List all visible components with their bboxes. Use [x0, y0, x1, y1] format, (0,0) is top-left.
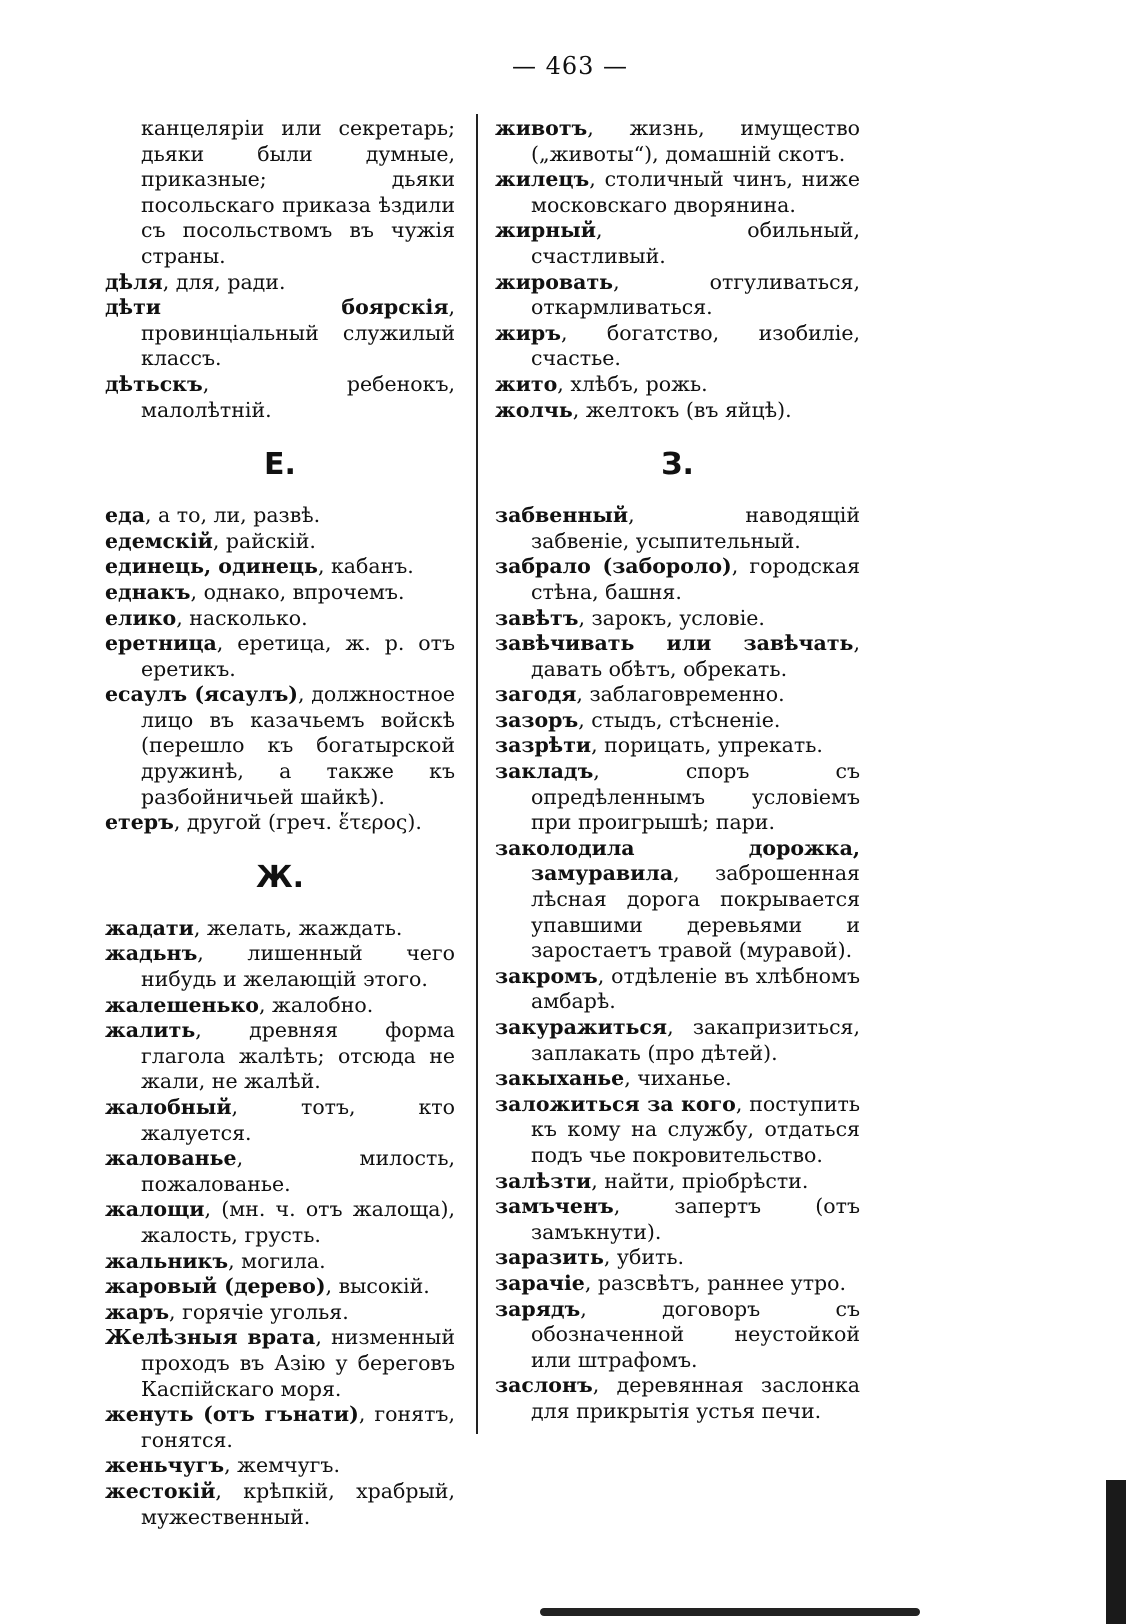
- dictionary-entry: [495, 1194, 860, 1245]
- dictionary-entry: [105, 916, 455, 942]
- dictionary-entry: [105, 682, 455, 810]
- dictionary-entry: [495, 733, 860, 759]
- dictionary-entry: [105, 270, 455, 296]
- entries-top-left: [105, 270, 455, 424]
- dictionary-entry: [105, 1146, 455, 1197]
- entry-definition: , наводящій забвеніе, усыпительный.: [531, 503, 860, 553]
- dictionary-entry: [105, 554, 455, 580]
- dictionary-entry: [495, 167, 860, 218]
- entry-headword: жестокій: [105, 1478, 216, 1503]
- entry-headword: жировать: [495, 269, 614, 294]
- entry-definition: , стыдъ, стѣсненіе.: [578, 707, 781, 732]
- dictionary-entry: [495, 759, 860, 836]
- column-divider: [476, 114, 478, 1434]
- entry-definition: , гонятъ, гонятся.: [141, 1402, 455, 1452]
- entry-definition: , древняя форма глагола жалѣть; отсюда не жали, не жалѣй.: [141, 1018, 455, 1094]
- entry-definition: , давать обѣтъ, обрекать.: [531, 631, 860, 681]
- entry-definition: , однако, впрочемъ.: [190, 579, 405, 604]
- entry-headword: есаулъ (ясаулъ): [105, 682, 299, 707]
- entry-headword: жаръ: [105, 1299, 170, 1324]
- entry-headword: жолчь: [495, 397, 573, 422]
- scan-edge-mark: [1106, 1480, 1126, 1624]
- entries-z: [495, 503, 860, 1424]
- dictionary-entry: [105, 1274, 455, 1300]
- dictionary-entry: [495, 1092, 860, 1169]
- dictionary-entry: [105, 295, 455, 372]
- dictionary-entry: [495, 554, 860, 605]
- entry-definition: , обильный, счастливый.: [531, 218, 860, 268]
- entry-definition: , чиханье.: [624, 1066, 732, 1091]
- entry-headword: женьчугъ: [105, 1453, 225, 1478]
- entry-headword: заколодила дорожка, замуравила: [495, 835, 860, 886]
- dictionary-entry: [105, 941, 455, 992]
- dictionary-entry: [495, 1169, 860, 1195]
- dictionary-entry: [105, 1249, 455, 1275]
- dictionary-entry: [495, 836, 860, 964]
- entry-definition: , милость, пожалованье.: [141, 1146, 455, 1196]
- dictionary-entry: [495, 1015, 860, 1066]
- entry-headword: единець, одинець: [105, 554, 318, 579]
- dictionary-entry: [105, 1095, 455, 1146]
- page-number: — 463 —: [511, 52, 629, 80]
- entry-definition: , райскій.: [212, 528, 316, 553]
- entry-headword: дѣтьскъ: [105, 371, 203, 396]
- entry-definition: , насколько.: [176, 605, 308, 630]
- entry-definition: , деревянная заслонка для прикрытія устья печи.: [531, 1373, 860, 1423]
- right-column: [495, 116, 860, 1425]
- entry-definition: , жемчугъ.: [224, 1453, 340, 1478]
- entries-zh: [105, 916, 455, 1530]
- entry-headword: дѣти боярскія: [105, 295, 449, 320]
- dictionary-entry: [105, 606, 455, 632]
- entry-definition: , провинціальный служилый классъ.: [141, 295, 455, 371]
- entry-headword: завѣчивать или завѣчать: [495, 631, 854, 656]
- entry-definition: , закапризиться, заплакать (про дѣтей).: [531, 1015, 860, 1065]
- dictionary-entry: [105, 503, 455, 529]
- entry-headword: зарядъ: [495, 1296, 581, 1321]
- dictionary-entry: [105, 1197, 455, 1248]
- dictionary-entry: [105, 631, 455, 682]
- entry-headword: етеръ: [105, 810, 174, 835]
- entry-headword: жалить: [105, 1018, 196, 1043]
- dictionary-entry: [495, 1245, 860, 1271]
- entry-headword: заразить: [495, 1245, 604, 1270]
- entry-definition: , ребенокъ, малолѣтній.: [141, 371, 455, 422]
- entry-headword: залѣзти: [495, 1168, 592, 1193]
- letter-heading-e: Е.: [264, 447, 296, 483]
- entry-headword: жальникъ: [105, 1248, 229, 1273]
- dictionary-entry: [495, 964, 860, 1015]
- entry-definition: , заброшенная лѣсная дорога покрывается упавшими деревьями и заростаетъ травой (муравой).: [531, 861, 860, 963]
- entry-definition: , споръ съ опредѣленнымъ условіемъ при проигрышѣ; пари.: [531, 759, 860, 835]
- entry-headword: заложиться за кого: [495, 1091, 736, 1116]
- scan-bottom-smudge: [540, 1608, 920, 1616]
- entry-headword: закромъ: [495, 963, 598, 988]
- dictionary-entry: [495, 1066, 860, 1092]
- entry-headword: жирный: [495, 218, 596, 243]
- left-column: [105, 116, 455, 1530]
- dictionary-entry: [495, 1373, 860, 1424]
- dictionary-entry: [495, 1271, 860, 1297]
- dictionary-entry: [495, 398, 860, 424]
- entry-definition: , хлѣбъ, рожь.: [557, 371, 708, 396]
- entry-definition: , лишенный чего нибудь и желающій этого.: [141, 941, 455, 992]
- entry-definition: , горячіе уголья.: [169, 1299, 349, 1324]
- dictionary-entry: [105, 1018, 455, 1095]
- dictionary-entry: [105, 1300, 455, 1326]
- entry-definition: , порицать, упрекать.: [591, 733, 823, 758]
- entry-definition: , крѣпкій, храбрый, мужественный.: [141, 1478, 455, 1529]
- entry-definition: , зарокъ, условіе.: [578, 605, 765, 630]
- entry-definition: , найти, пріобрѣсти.: [591, 1168, 809, 1193]
- entry-definition: , богатство, изобиліе, счастье.: [531, 320, 860, 371]
- entry-definition: , договоръ съ обозначенной неустойкой или штрафомъ.: [531, 1296, 860, 1372]
- dictionary-entry: [495, 708, 860, 734]
- entry-definition: , поступить къ кому на службу, отдаться подъ чье покровительство.: [531, 1091, 860, 1167]
- dictionary-entry: [495, 372, 860, 398]
- entry-headword: жалобный: [105, 1095, 232, 1119]
- entry-headword: жадати: [105, 915, 194, 940]
- dictionary-entry: [495, 503, 860, 554]
- entry-definition: , могила.: [228, 1248, 326, 1273]
- dictionary-entry: [105, 1402, 455, 1453]
- entry-headword: еда: [105, 503, 145, 528]
- entry-headword: жалощи: [105, 1197, 205, 1222]
- entry-definition: , тотъ, кто жалуется.: [141, 1095, 455, 1145]
- dictionary-entry: [105, 1479, 455, 1530]
- entry-headword: жилецъ: [495, 167, 590, 192]
- entries-top-right: [495, 116, 860, 423]
- entry-headword: замъченъ: [495, 1194, 614, 1219]
- continuation-text: канцеляріи или секретарь; дьяки были думные, приказные; дьяки посольскаго приказа ѣздили съ посольствомъ въ чужія страны.: [141, 116, 455, 268]
- entry-headword: закладъ: [495, 759, 594, 784]
- entry-headword: едемскій: [105, 528, 213, 553]
- entry-definition: , разсвѣтъ, раннее утро.: [584, 1270, 847, 1295]
- entry-headword: зазоръ: [495, 707, 579, 732]
- entry-definition: , желать, жаждать.: [193, 915, 403, 940]
- entry-headword: заслонъ: [495, 1373, 593, 1398]
- letter-heading-zh: Ж.: [255, 859, 305, 895]
- entry-definition: , кабанъ.: [317, 554, 414, 579]
- entry-headword: завѣтъ: [495, 605, 579, 630]
- entry-definition: , убить.: [603, 1245, 685, 1270]
- dictionary-entry: [105, 580, 455, 606]
- dictionary-entry: [105, 1325, 455, 1402]
- entry-headword: забвенный: [495, 503, 629, 528]
- entry-definition: , должностное лицо въ казачьемъ войскѣ (перешло къ богатырской дружинѣ, а также къ разбойничьей шайкѣ).: [141, 682, 456, 809]
- entry-definition: , еретица, ж. р. отъ еретикъ.: [141, 631, 455, 681]
- entry-definition: , жизнь, имущество („животы“), домашній скотъ.: [531, 116, 860, 166]
- entry-definition: , а то, ли, развѣ.: [145, 503, 321, 528]
- entry-definition: , городская стѣна, башня.: [531, 554, 861, 604]
- dictionary-entry: [495, 1297, 860, 1374]
- entry-headword: жиръ: [495, 320, 561, 345]
- dictionary-entry: [495, 218, 860, 269]
- entry-definition: , запертъ (отъ замъкнути).: [531, 1194, 860, 1244]
- letter-heading-z: З.: [661, 447, 694, 483]
- entry-definition: , для, ради.: [162, 269, 286, 294]
- entry-headword: жадьнъ: [105, 941, 198, 966]
- entry-headword: загодя: [495, 682, 577, 707]
- dictionary-entry: [105, 810, 455, 836]
- entry-headword: еднакъ: [105, 579, 191, 604]
- dictionary-entry: [495, 631, 860, 682]
- dictionary-entry: [495, 682, 860, 708]
- dictionary-entry: [495, 606, 860, 632]
- entry-headword: зарачіе: [495, 1270, 585, 1295]
- entry-headword: еретница: [105, 631, 217, 656]
- entry-headword: закуражиться: [495, 1015, 668, 1039]
- entry-headword: дѣля: [105, 269, 163, 294]
- dictionary-entry: [495, 321, 860, 372]
- dictionary-entry: [105, 1453, 455, 1479]
- entry-headword: жалованье: [105, 1146, 237, 1171]
- entry-headword: женуть (отъ гънати): [105, 1402, 359, 1427]
- entry-headword: забрало (забороло): [495, 554, 732, 579]
- entry-headword: елико: [105, 605, 177, 630]
- dictionary-entry: [495, 116, 860, 167]
- entry-definition: , высокій.: [325, 1274, 430, 1299]
- entry-definition: , заблаговременно.: [576, 682, 785, 707]
- entry-headword: закыханье: [495, 1066, 625, 1091]
- entry-definition: , отдѣленіе въ хлѣбномъ амбарѣ.: [531, 963, 860, 1014]
- entry-definition: , отгуливаться, откармливаться.: [531, 269, 860, 320]
- entry-definition: , желтокъ (въ яйцѣ).: [572, 397, 792, 422]
- entry-headword: жалешенько: [105, 992, 259, 1017]
- dictionary-entry: [105, 993, 455, 1019]
- entry-definition: , столичный чинъ, ниже московскаго дворянина.: [531, 167, 860, 217]
- entry-definition: , низменный проходъ въ Азію у береговъ Каспійскаго моря.: [141, 1325, 455, 1401]
- entry-headword: жито: [495, 371, 558, 396]
- entry-headword: Желѣзныя врата: [105, 1325, 316, 1350]
- entries-e: [105, 503, 455, 836]
- entry-headword: животъ: [495, 116, 588, 140]
- dictionary-entry: [105, 529, 455, 555]
- entry-headword: зазрѣти: [495, 733, 592, 758]
- entry-definition: , жалобно.: [258, 992, 374, 1017]
- dictionary-entry: [105, 372, 455, 423]
- entry-definition: , (мн. ч. отъ жалоща), жалость, грусть.: [141, 1197, 455, 1247]
- dictionary-entry: [495, 270, 860, 321]
- entry-headword: жаровый (дерево): [105, 1274, 326, 1299]
- entry-definition: , другой (греч. ἕτερος).: [173, 810, 422, 835]
